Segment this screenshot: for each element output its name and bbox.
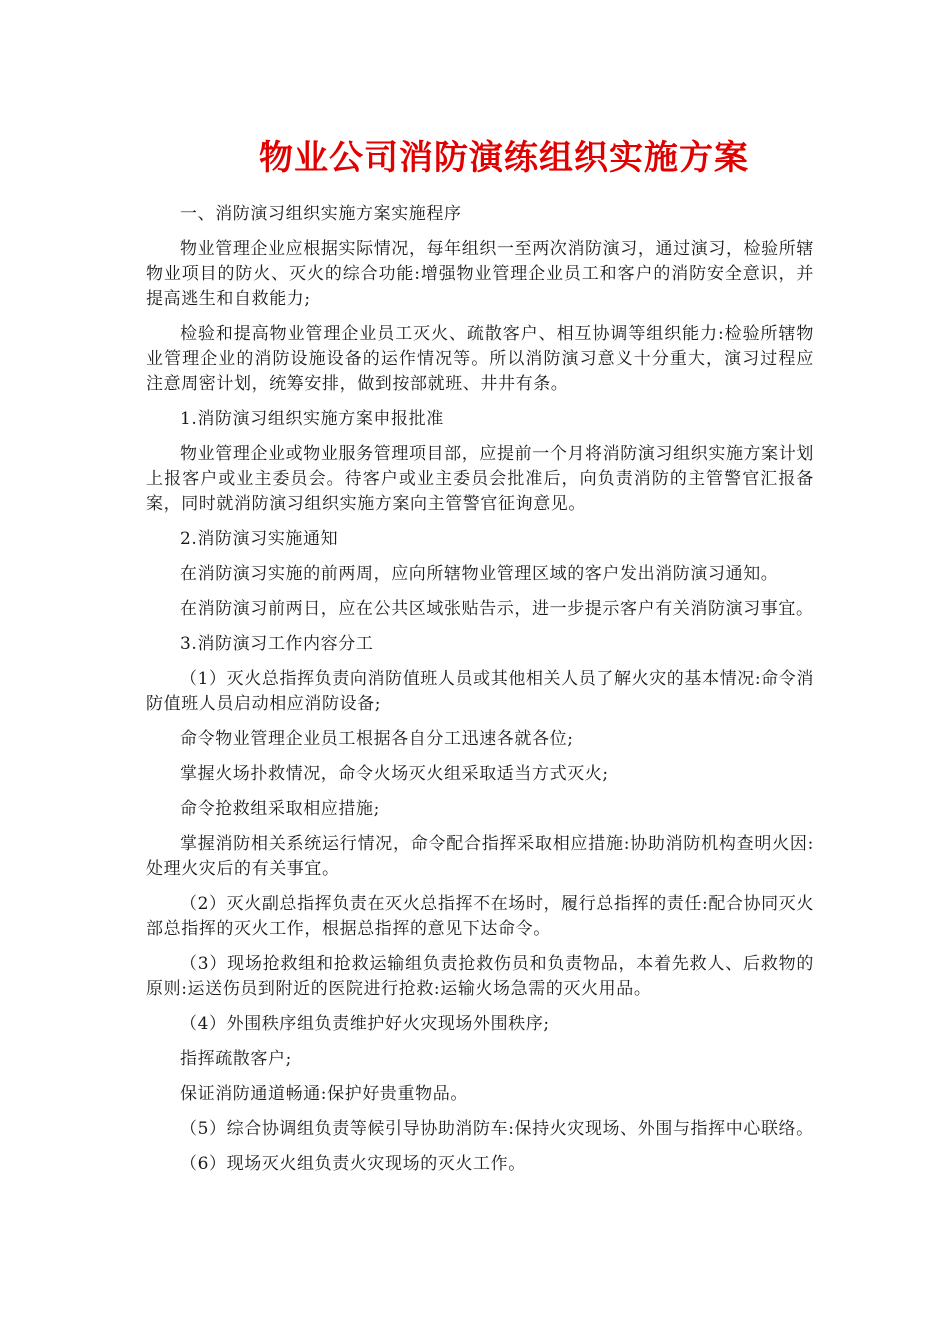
list-item: （2）灭火副总指挥负责在灭火总指挥不在场时，履行总指挥的责任:配合协同灭火部总指挥的灭火工作，根据总指挥的意见下达命令。 bbox=[146, 894, 814, 939]
list-item: （1）灭火总指挥负责向消防值班人员或其他相关人员了解火灾的基本情况:命令消防值班人员启动相应消防设备; bbox=[146, 669, 814, 714]
body-paragraph: 在消防演习实施的前两周，应向所辖物业管理区域的客户发出消防演习通知。 bbox=[180, 564, 779, 584]
subsection-heading: 2.消防演习实施通知 bbox=[180, 529, 339, 549]
list-item: （4）外围秩序组负责维护好火灾现场外围秩序; bbox=[180, 1014, 550, 1034]
body-paragraph: 指挥疏散客户; bbox=[180, 1049, 292, 1069]
body-paragraph: 命令抢救组采取相应措施; bbox=[180, 799, 380, 819]
list-item: （3）现场抢救组和抢救运输组负责抢救伤员和负责物品，本着先救人、后救物的原则:运送伤员到附近的医院进行抢救:运输火场急需的灭火用品。 bbox=[146, 954, 814, 999]
body-paragraph: 掌握消防相关系统运行情况，命令配合指挥采取相应措施:协助消防机构查明火因:处理火灾后的有关事宜。 bbox=[146, 834, 814, 879]
body-paragraph: 命令物业管理企业员工根据各自分工迅速各就各位; bbox=[180, 729, 574, 749]
body-paragraph: 掌握火场扑救情况，命令火场灭火组采取适当方式灭火; bbox=[180, 764, 609, 784]
subsection-heading: 3.消防演习工作内容分工 bbox=[180, 634, 374, 654]
body-paragraph: 保证消防通道畅通:保护好贵重物品。 bbox=[180, 1084, 468, 1104]
body-paragraph: 在消防演习前两日，应在公共区域张贴告示，进一步提示客户有关消防演习事宜。 bbox=[180, 599, 814, 619]
section-heading: 一、消防演习组织实施方案实施程序 bbox=[180, 204, 462, 224]
subsection-heading: 1.消防演习组织实施方案申报批准 bbox=[180, 409, 444, 429]
document-title: 物业公司消防演练组织实施方案 bbox=[259, 138, 749, 178]
list-item: （5）综合协调组负责等候引导协助消防车:保持火灾现场、外围与指挥中心联络。 bbox=[180, 1119, 814, 1139]
document-page bbox=[146, 128, 814, 1187]
list-item: （6）现场灭火组负责火灾现场的灭火工作。 bbox=[180, 1154, 526, 1174]
body-paragraph: 检验和提高物业管理企业员工灭火、疏散客户、相互协调等组织能力:检验所辖物业管理企业的消防设施设备的运作情况等。所以消防演习意义十分重大，演习过程应注意周密计划，统筹安排，做到按部就班、井井有条。 bbox=[146, 324, 814, 394]
body-paragraph: 物业管理企业或物业服务管理项目部，应提前一个月将消防演习组织实施方案计划上报客户或业主委员会。待客户或业主委员会批准后，向负责消防的主管警官汇报备案，同时就消防演习组织实施方案向主管警官征询意见。 bbox=[146, 444, 814, 514]
body-paragraph: 物业管理企业应根据实际情况，每年组织一至两次消防演习，通过演习，检验所辖物业项目的防火、灭火的综合功能:增强物业管理企业员工和客户的消防安全意识，并提高逃生和自救能力; bbox=[146, 239, 814, 309]
